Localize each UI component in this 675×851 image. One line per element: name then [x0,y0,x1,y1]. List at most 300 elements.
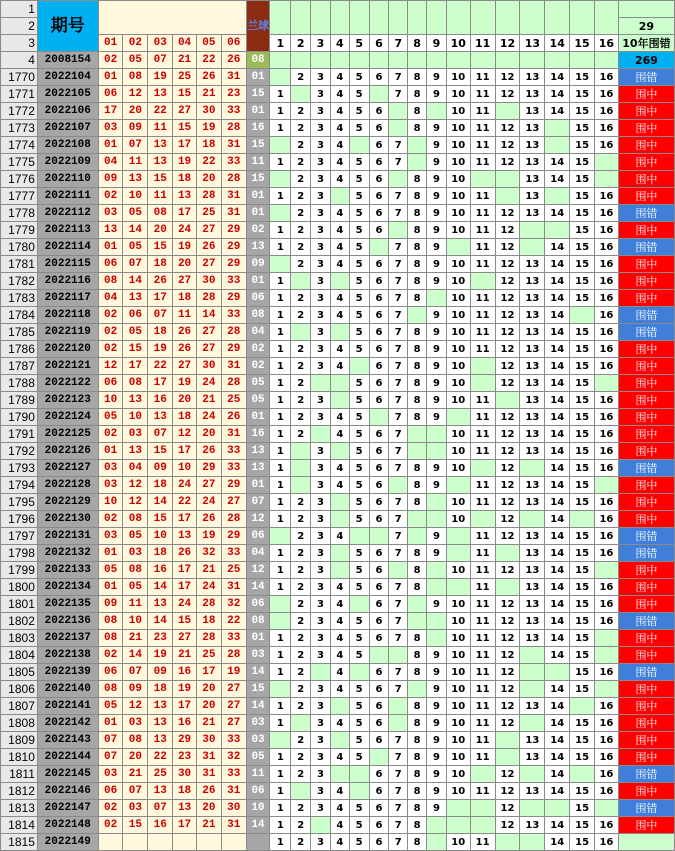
blue-ball: 01 [246,409,270,426]
grid-cell [595,375,619,392]
grid-cell: 11 [470,154,495,171]
period-cell: 2022149 [37,834,98,851]
red-ball: 26 [173,341,197,358]
grid-cell: 15 [570,732,595,749]
grid-cell [408,426,427,443]
grid-cell: 4 [330,154,349,171]
grid-cell: 8 [408,256,427,273]
red-ball: 24 [196,409,221,426]
grid-cell: 14 [545,766,570,783]
red-ball: 16 [148,392,173,409]
grid-cell: 1 [270,800,291,817]
red-ball: 28 [221,324,246,341]
grid-cell: 7 [389,392,408,409]
red-ball: 17 [196,664,221,681]
grid-cell: 14 [545,392,570,409]
red-ball: 29 [221,477,246,494]
grid-cell: 7 [389,239,408,256]
red-ball: 13 [98,222,123,239]
period-cell: 2022143 [37,732,98,749]
grid-cell: 11 [470,562,495,579]
red-ball: 18 [196,613,221,630]
grid-cell: 7 [389,273,408,290]
red-ball: 22 [196,154,221,171]
grid-cell: 5 [349,443,369,460]
red-ball: 06 [98,375,123,392]
red-ball: 12 [173,426,197,443]
period-cell: 2008154 [37,52,98,69]
grid-cell: 13 [520,494,545,511]
grid-cell: 12 [495,426,520,443]
red-ball: 18 [173,171,197,188]
grid-cell: 6 [369,290,389,307]
red-ball: 08 [148,205,173,222]
red-ball: 08 [123,69,148,86]
grid-cell: 3 [311,86,331,103]
grid-cell [520,664,545,681]
grid-cell [446,477,470,494]
grid-cell: 16 [595,103,619,120]
red-ball: 06 [98,86,123,103]
red-ball: 01 [98,239,123,256]
blue-ball: 06 [246,783,270,800]
result-cell: 围中 [618,392,674,409]
grid-cell: 9 [427,545,447,562]
grid-cell: 5 [349,290,369,307]
period-cell: 2022109 [37,154,98,171]
red-ball: 26 [148,273,173,290]
grid-cell: 7 [389,188,408,205]
grid-cell: 14 [545,205,570,222]
blue-ball: 01 [246,477,270,494]
grid-cell: 16 [595,137,619,154]
grid-cell: 8 [408,698,427,715]
red-ball: 16 [173,664,197,681]
grid-cell [389,698,408,715]
grid-cell: 3 [311,511,331,528]
row-number: 1799 [1,562,38,579]
grid-cell: 15 [570,324,595,341]
grid-cell [270,171,291,188]
grid-cell: 6 [369,545,389,562]
period-cell: 2022106 [37,103,98,120]
grid-cell: 15 [570,120,595,137]
grid-cell: 2 [291,817,311,834]
grid-cell [520,834,545,851]
table-row [1,528,675,545]
red-ball: 18 [148,681,173,698]
grid-cell: 13 [520,749,545,766]
red-ball: 18 [173,290,197,307]
table-row [1,222,675,239]
row-number: 1779 [1,222,38,239]
grid-cell [408,528,427,545]
grid-cell [330,443,349,460]
blue-ball: 01 [246,630,270,647]
red-ball: 18 [148,324,173,341]
grid-cell: 12 [495,562,520,579]
grid-cell: 10 [446,698,470,715]
blue-ball: 16 [246,426,270,443]
period-cell: 2022144 [37,749,98,766]
red-ball: 15 [123,341,148,358]
blue-ball: 15 [246,681,270,698]
red-ball: 18 [196,137,221,154]
grid-cell: 15 [570,426,595,443]
grid-cell [291,715,311,732]
red-ball: 07 [98,732,123,749]
period-cell: 2022126 [37,443,98,460]
grid-cell: 5 [349,630,369,647]
result-cell: 围中 [618,511,674,528]
red-ball: 10 [173,460,197,477]
grid-cell: 5 [349,154,369,171]
row-number: 1812 [1,783,38,800]
red-ball: 31 [221,69,246,86]
grid-cell [389,103,408,120]
row-number: 1771 [1,86,38,103]
blue-ball: 02 [246,358,270,375]
grid-cell [470,273,495,290]
table-row [1,579,675,596]
grid-cell: 15 [570,494,595,511]
grid-cell: 3 [311,120,331,137]
grid-cell: 13 [520,545,545,562]
grid-cell: 11 [470,409,495,426]
row-number: 1781 [1,256,38,273]
blue-ball: 05 [246,392,270,409]
red-ball: 29 [173,732,197,749]
grid-cell [470,375,495,392]
blue-ball: 05 [246,749,270,766]
grid-cell: 4 [330,256,349,273]
grid-cell: 10 [446,188,470,205]
grid-cell [446,800,470,817]
grid-cell [427,579,447,596]
grid-cell [545,52,570,69]
grid-cell [427,1,447,35]
red-ball: 13 [173,800,197,817]
grid-cell: 3 [311,579,331,596]
grid-cell [470,171,495,188]
red-ball: 05 [98,698,123,715]
grid-cell: 9 [427,732,447,749]
grid-cell: 12 [495,341,520,358]
red-ball: 02 [98,426,123,443]
grid-cell: 6 [369,154,389,171]
grid-cell: 13 [520,307,545,324]
grid-cell: 1 [270,324,291,341]
red-ball: 33 [221,545,246,562]
grid-cell: 13 [520,290,545,307]
grid-cell: 6 [369,511,389,528]
blue-ball: 15 [246,86,270,103]
red-ball: 07 [123,137,148,154]
grid-cell: 2 [291,341,311,358]
column-number: 12 [495,35,520,52]
grid-cell [349,664,369,681]
grid-cell: 3 [311,324,331,341]
grid-cell [389,171,408,188]
red-ball: 06 [98,256,123,273]
grid-cell: 12 [495,120,520,137]
result-cell: 围中 [618,290,674,307]
grid-cell: 11 [470,834,495,851]
grid-cell [427,630,447,647]
blue-ball: 12 [246,511,270,528]
red-ball: 03 [98,120,123,137]
grid-cell [349,766,369,783]
grid-cell [311,1,331,35]
red-ball [98,834,123,851]
period-cell: 2022129 [37,494,98,511]
red-ball: 12 [123,698,148,715]
grid-cell: 8 [408,545,427,562]
grid-cell [330,375,349,392]
red-ball: 21 [173,52,197,69]
grid-cell: 16 [595,341,619,358]
grid-cell: 10 [446,307,470,324]
table-row [1,834,675,851]
grid-cell: 3 [311,392,331,409]
red-ball: 17 [173,511,197,528]
red-ball: 25 [196,647,221,664]
grid-cell [520,715,545,732]
grid-cell [495,52,520,69]
grid-cell [446,1,470,35]
row-number: 1795 [1,494,38,511]
grid-cell: 12 [495,460,520,477]
red-ball: 32 [196,545,221,562]
period-cell: 2022127 [37,460,98,477]
grid-cell: 10 [446,494,470,511]
red-ball: 27 [221,715,246,732]
red-ball: 28 [196,630,221,647]
period-cell: 2022142 [37,715,98,732]
grid-cell [349,52,369,69]
row-number: 1808 [1,715,38,732]
row-number: 1792 [1,443,38,460]
grid-cell: 12 [495,817,520,834]
grid-cell: 8 [408,273,427,290]
blue-ball: 01 [246,69,270,86]
grid-cell: 12 [495,290,520,307]
grid-cell: 12 [495,613,520,630]
red-ball: 28 [221,120,246,137]
grid-cell [330,52,349,69]
grid-cell: 16 [595,749,619,766]
red-ball: 26 [196,511,221,528]
grid-cell: 5 [349,273,369,290]
grid-cell: 4 [330,834,349,851]
grid-cell: 8 [408,358,427,375]
grid-cell: 6 [369,596,389,613]
grid-cell [520,460,545,477]
red-ball: 31 [221,205,246,222]
grid-cell [427,834,447,851]
red-ball: 30 [196,273,221,290]
grid-cell: 10 [446,69,470,86]
column-number: 7 [389,35,408,52]
grid-cell: 7 [389,324,408,341]
grid-cell: 10 [446,290,470,307]
grid-cell: 9 [427,307,447,324]
grid-cell: 6 [369,171,389,188]
grid-cell [389,222,408,239]
grid-cell: 2 [291,256,311,273]
red-ball: 15 [123,817,148,834]
table-row [1,290,675,307]
red-ball: 20 [123,749,148,766]
red-ball: 25 [173,69,197,86]
row-number: 1814 [1,817,38,834]
grid-cell: 14 [545,324,570,341]
grid-cell: 6 [369,222,389,239]
result-cell: 围中 [618,817,674,834]
grid-cell [408,307,427,324]
grid-cell: 10 [446,630,470,647]
grid-cell: 15 [570,256,595,273]
grid-cell: 13 [520,562,545,579]
red-ball: 33 [221,273,246,290]
result-cell: 围错 [618,460,674,477]
result-cell: 围中 [618,86,674,103]
result-cell: 围中 [618,698,674,715]
red-ball: 09 [148,664,173,681]
grid-cell: 2 [291,154,311,171]
period-cell: 2022136 [37,613,98,630]
red-ball: 02 [98,307,123,324]
grid-cell: 2 [291,630,311,647]
table-row [1,273,675,290]
grid-cell: 13 [520,86,545,103]
grid-cell: 2 [291,511,311,528]
grid-cell: 11 [470,307,495,324]
grid-cell: 15 [570,681,595,698]
grid-cell: 15 [570,545,595,562]
blue-ball: 10 [246,800,270,817]
grid-cell: 9 [427,749,447,766]
grid-cell [470,52,495,69]
red-ball: 20 [196,800,221,817]
grid-cell [495,103,520,120]
grid-cell: 6 [369,358,389,375]
grid-cell: 10 [446,222,470,239]
grid-cell [595,171,619,188]
grid-cell: 11 [470,494,495,511]
grid-cell: 6 [369,341,389,358]
grid-cell: 10 [446,137,470,154]
grid-cell: 4 [330,171,349,188]
red-ball: 11 [148,188,173,205]
result-cell: 围中 [618,647,674,664]
red-ball: 30 [196,732,221,749]
grid-cell: 11 [470,477,495,494]
grid-cell: 2 [291,375,311,392]
red-ball: 30 [173,766,197,783]
grid-cell: 14 [545,409,570,426]
red-ball: 19 [196,528,221,545]
red-ball: 17 [98,103,123,120]
blue-ball: 05 [246,375,270,392]
grid-cell: 9 [427,154,447,171]
red-ball: 02 [98,52,123,69]
row-number: 1776 [1,171,38,188]
row-number: 3 [1,35,38,52]
grid-cell: 6 [369,732,389,749]
grid-cell: 3 [311,494,331,511]
grid-cell: 8 [408,103,427,120]
grid-cell: 6 [369,766,389,783]
table-row [1,341,675,358]
red-ball: 02 [98,647,123,664]
grid-cell: 10 [446,341,470,358]
grid-cell: 9 [427,69,447,86]
red-ball: 22 [148,749,173,766]
grid-cell: 11 [470,341,495,358]
red-ball: 05 [123,579,148,596]
grid-cell: 5 [349,732,369,749]
grid-cell: 9 [427,460,447,477]
grid-cell: 11 [470,528,495,545]
grid-cell: 8 [408,222,427,239]
red-ball: 09 [98,596,123,613]
red-ball: 27 [173,273,197,290]
grid-cell: 1 [270,392,291,409]
grid-cell: 11 [470,256,495,273]
grid-cell [330,324,349,341]
grid-cell [389,562,408,579]
grid-cell: 6 [369,817,389,834]
grid-cell: 6 [369,681,389,698]
grid-cell: 13 [520,409,545,426]
grid-cell: 7 [389,834,408,851]
grid-cell: 10 [446,426,470,443]
grid-cell: 4 [330,290,349,307]
grid-cell: 1 [270,188,291,205]
red-ball: 14 [148,579,173,596]
grid-cell: 5 [349,511,369,528]
red-ball: 18 [148,477,173,494]
period-cell: 2022121 [37,358,98,375]
table-row [1,545,675,562]
red-ball [221,834,246,851]
grid-cell: 6 [369,698,389,715]
row-number: 4 [1,52,38,69]
grid-cell: 10 [446,511,470,528]
row-number: 1772 [1,103,38,120]
red-ball: 25 [148,766,173,783]
red-ball: 08 [98,273,123,290]
grid-cell [520,52,545,69]
period-cell: 2022112 [37,205,98,222]
grid-cell: 13 [520,596,545,613]
grid-cell [311,52,331,69]
grid-cell: 1 [270,647,291,664]
grid-cell: 16 [595,222,619,239]
red-ball: 13 [148,732,173,749]
grid-cell: 2 [291,664,311,681]
grid-cell: 4 [330,69,349,86]
grid-cell: 12 [495,256,520,273]
grid-cell: 9 [427,664,447,681]
grid-cell: 16 [595,120,619,137]
grid-cell [520,766,545,783]
table-row [1,681,675,698]
grid-cell: 16 [595,698,619,715]
red-ball: 31 [196,766,221,783]
grid-cell [330,545,349,562]
